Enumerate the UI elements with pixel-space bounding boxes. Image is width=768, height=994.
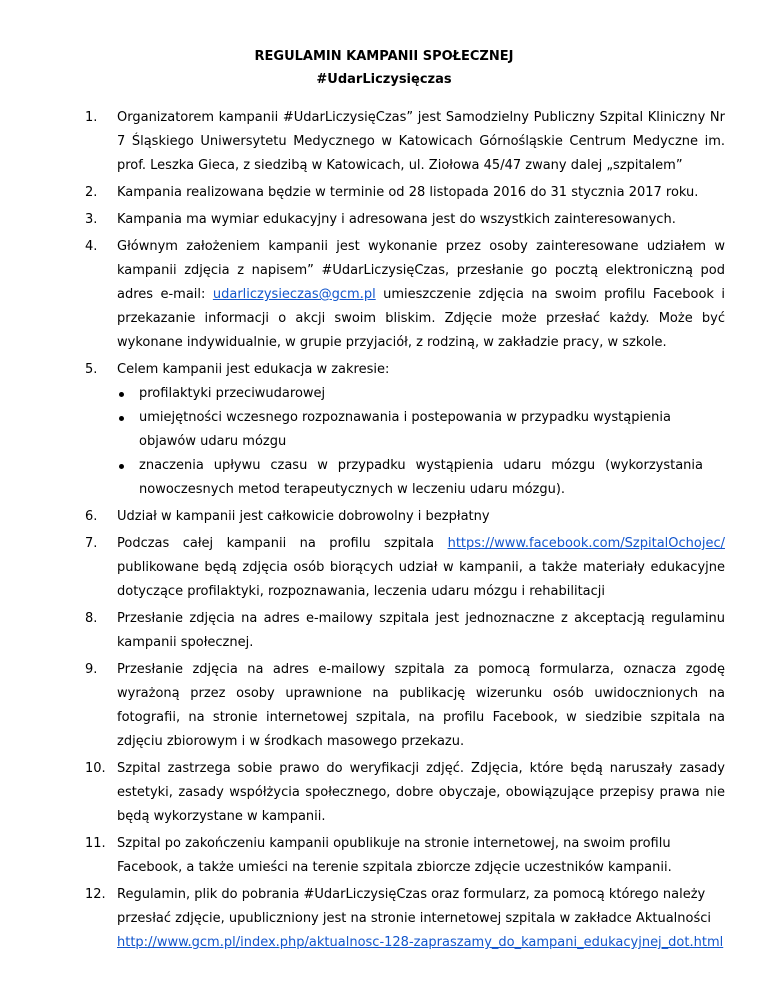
item-number: 7. bbox=[85, 536, 98, 551]
list-item bbox=[85, 757, 725, 829]
email-link[interactable]: udarliczysieczas@gcm.pl bbox=[212, 287, 376, 302]
item-number: 1. bbox=[85, 110, 98, 125]
item-text: Regulamin, plik do pobrania #UdarLiczysięCzas oraz formularz, za pomocą którego należy przesłać zdjęcie, upubliczniony jest na stronie internetowej szpitala w zakładce Aktualności bbox=[117, 887, 711, 926]
item-text: umieszczenie zdjęcia na swoim profilu Facebook i przekazanie informacji o akcji swoim bliskim. Zdjęcie może przesłać każdy. Może być wykonane indywidualnie, w grupie przyjaciół, z rodziną, w zakładzie pracy, w szkole. bbox=[117, 287, 725, 350]
bullet-item: profilaktyki przeciwudarowej bbox=[117, 382, 725, 406]
item-number: 9. bbox=[85, 662, 98, 677]
item-text: Przesłanie zdjęcia na adres e-mailowy szpitala jest jednoznaczne z akceptacją regulaminu kampanii społecznej. bbox=[117, 611, 725, 650]
list-item bbox=[85, 532, 725, 604]
item-text: Udział w kampanii jest całkowicie dobrowolny i bezpłatny bbox=[117, 509, 490, 524]
item-text: Przesłanie zdjęcia na adres e-mailowy szpitala za pomocą formularza, oznacza zgodę wyrażoną przez osoby uprawnione na publikację wizerunku osób uwidocznionych na fotografii, na stronie internetowej szpitala, na profilu Facebook, w siedzibie szpitala na zdjęciu zbiorowym i w środkach masowego przekazu. bbox=[117, 662, 725, 749]
bullet-item: znaczenia upływu czasu w przypadku wystąpienia udaru mózgu (wykorzystania nowoczesnych metod terapeutycznych w leczeniu udaru mózgu). bbox=[117, 454, 725, 502]
item-text: publikowane będą zdjęcia osób biorących udział w kampanii, a także materiały edukacyjne dotyczące profilaktyki, rozpoznawania, leczenia udaru mózgu i rehabilitacji bbox=[117, 560, 725, 599]
item-text: Kampania ma wymiar edukacyjny i adresowana jest do wszystkich zainteresowanych. bbox=[117, 212, 676, 227]
bullet-item: umiejętności wczesnego rozpoznawania i postepowania w przypadku wystąpienia objawów udaru mózgu bbox=[117, 406, 725, 454]
rules-list bbox=[85, 106, 725, 958]
item-number: 5. bbox=[85, 362, 98, 377]
list-item bbox=[85, 208, 725, 232]
list-item bbox=[85, 235, 725, 355]
list-item bbox=[85, 607, 725, 655]
item-number: 10. bbox=[85, 761, 106, 776]
list-item bbox=[85, 505, 725, 529]
list-item bbox=[85, 358, 725, 502]
bullet-list bbox=[117, 382, 725, 502]
facebook-link[interactable]: https://www.facebook.com/SzpitalOchojec/ bbox=[447, 536, 725, 551]
list-item bbox=[85, 883, 725, 955]
list-item bbox=[85, 658, 725, 754]
item-number: 3. bbox=[85, 212, 98, 227]
document-title: REGULAMIN KAMPANII SPOŁECZNEJ bbox=[254, 49, 514, 64]
item-text: Szpital zastrzega sobie prawo do weryfikacji zdjęć. Zdjęcia, które będą naruszały zasady estetyki, zasady współżycia społecznego, dobre obyczaje, obowiązujące przepisy prawa nie będą wykorzystane w kampanii. bbox=[117, 761, 725, 824]
item-text: Podczas całej kampanii na profilu szpitala bbox=[117, 536, 448, 551]
item-number: 11. bbox=[85, 836, 106, 851]
list-item bbox=[85, 181, 725, 205]
item-text: Szpital po zakończeniu kampanii opublikuje na stronie internetowej, na swoim profilu Facebook, a także umieści na terenie szpitala zbiorcze zdjęcie uczestników kampanii. bbox=[117, 836, 672, 875]
list-item bbox=[85, 106, 725, 178]
item-number: 4. bbox=[85, 239, 98, 254]
list-item bbox=[85, 832, 725, 880]
item-text: Kampania realizowana będzie w terminie od 28 listopada 2016 do 31 stycznia 2017 roku. bbox=[117, 185, 699, 200]
item-number: 6. bbox=[85, 509, 98, 524]
item-text: Organizatorem kampanii #UdarLiczysięCzas” jest Samodzielny Publiczny Szpital Kliniczny Nr 7 Śląskiego Uniwersytetu Medycznego w Katowicach Górnośląskie Centrum Medyczne im. prof. Leszka Gieca, z siedzibą w Katowicach, ul. Ziołowa 45/47 zwany dalej „szpitalem” bbox=[117, 110, 725, 173]
item-text: Głównym założeniem kampanii jest wykonanie przez osoby zainteresowane udziałem w kampanii zdjęcia z napisem” #UdarLiczysięCzas, przesłanie go pocztą elektroniczną pod adres e-mail: bbox=[117, 239, 725, 302]
news-page-link[interactable]: http://www.gcm.pl/index.php/aktualnosc-128-zapraszamy_do_kampani_edukacyjnej_dot.html bbox=[117, 935, 724, 950]
document-hashtag: #UdarLiczysięczas bbox=[316, 72, 452, 87]
item-number: 8. bbox=[85, 611, 98, 626]
item-number: 2. bbox=[85, 185, 98, 200]
item-number: 12. bbox=[85, 887, 106, 902]
item-text: Celem kampanii jest edukacja w zakresie: bbox=[117, 362, 390, 377]
